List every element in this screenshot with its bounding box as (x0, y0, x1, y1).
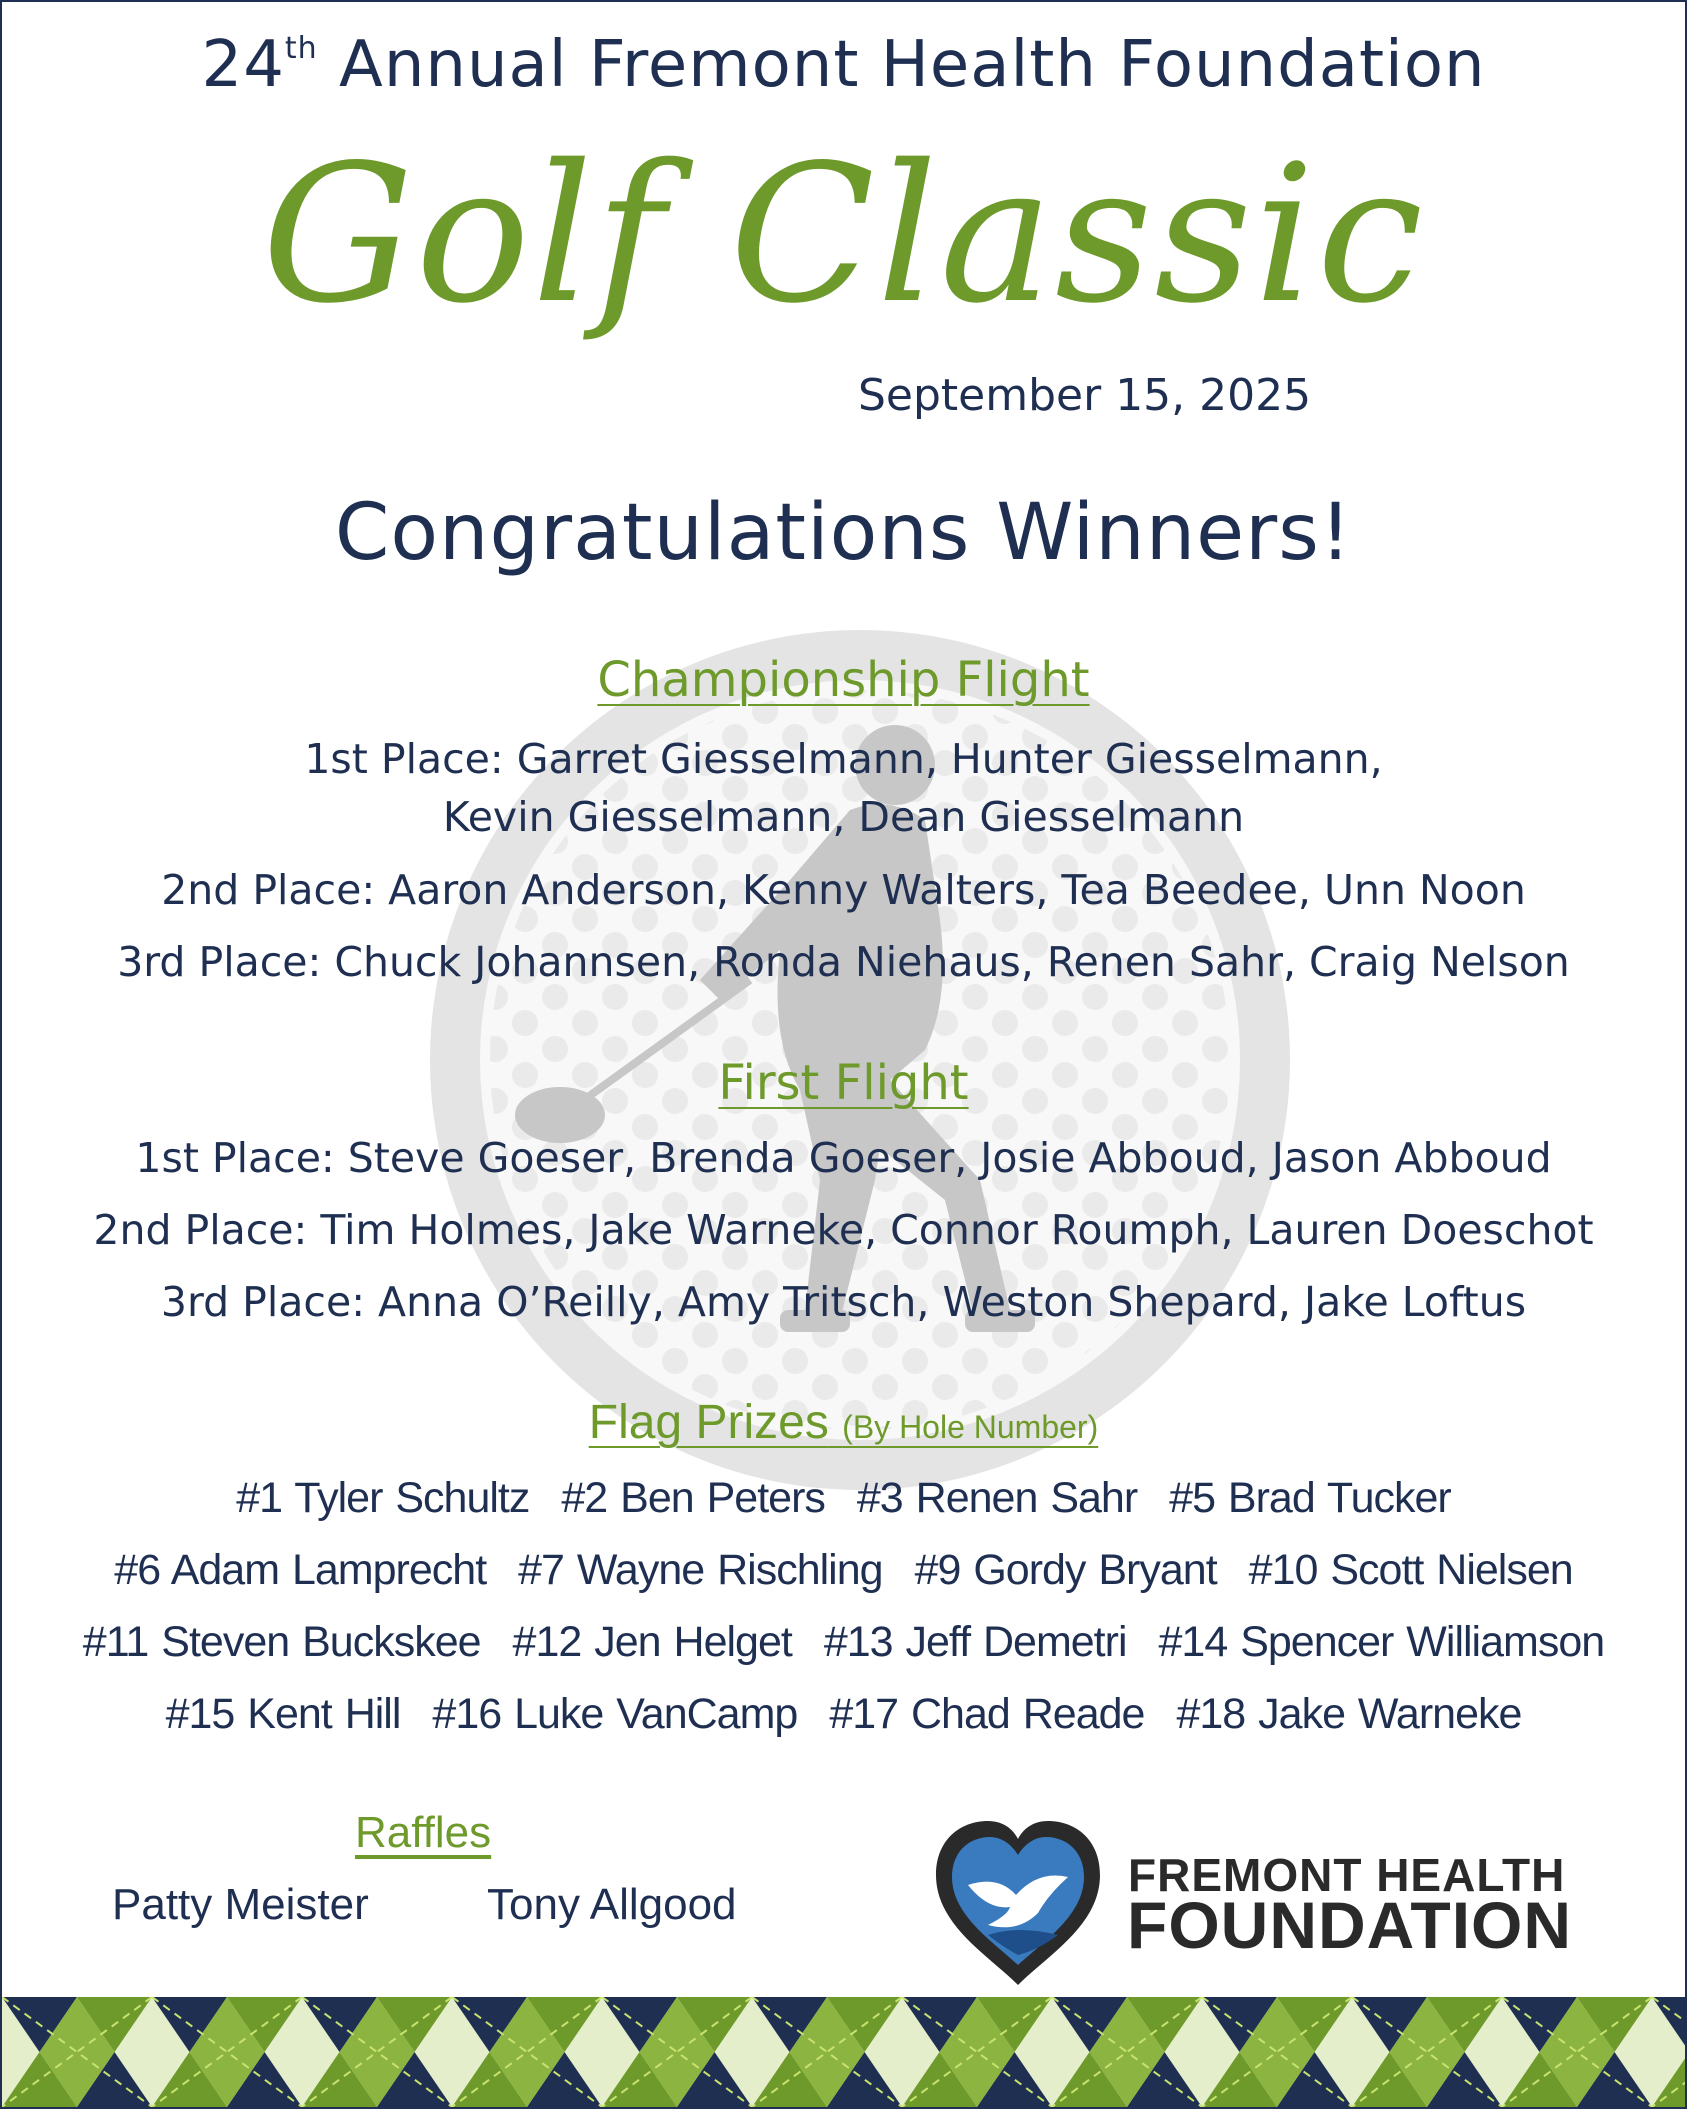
argyle-footer-band (2, 1997, 1685, 2107)
flag-prize-item: #1 Tyler Schultz (236, 1474, 530, 1522)
flag-prizes-row (0, 1618, 1687, 1667)
flag-prize-item: #18 Jake Warneke (1176, 1690, 1522, 1738)
flag-prize-item: #11 Steven Buckskee (82, 1618, 481, 1666)
flag-prizes-title: Flag Prizes (588, 1396, 829, 1449)
first-flight-second-place: 2nd Place: Tim Holmes, Jake Warneke, Connor Roumph, Lauren Doeschot (93, 1206, 1594, 1254)
flag-prize-item: #2 Ben Peters (561, 1474, 825, 1522)
championship-first-place-line2: Kevin Giesselmann, Dean Giesselmann (442, 793, 1245, 841)
event-name: Golf Classic (261, 124, 1426, 345)
flag-prize-item: #6 Adam Lamprecht (114, 1546, 487, 1594)
event-title (0, 28, 1687, 102)
heart-dove-icon (928, 1815, 1108, 1990)
championship-flight-heading: Championship Flight (597, 652, 1090, 708)
flag-prizes-row (0, 1690, 1687, 1739)
event-ordinal: th (284, 31, 318, 66)
flag-prize-item: #13 Jeff Demetri (823, 1618, 1127, 1666)
flag-prize-item: #3 Renen Sahr (856, 1474, 1138, 1522)
flag-prize-item: #7 Wayne Rischling (518, 1546, 883, 1594)
flag-prize-item: #9 Gordy Bryant (914, 1546, 1217, 1594)
flag-prize-item: #14 Spencer Williamson (1158, 1618, 1605, 1666)
congratulations-heading: Congratulations Winners! (334, 488, 1353, 578)
logo-text-line2: FOUNDATION (1127, 1888, 1573, 1962)
raffle-winner: Patty Meister (112, 1880, 369, 1929)
flag-prize-item: #16 Luke VanCamp (432, 1690, 798, 1738)
flag-prize-item: #12 Jen Helget (512, 1618, 792, 1666)
first-flight-third-place: 3rd Place: Anna O’Reilly, Amy Tritsch, Weston Shepard, Jake Loftus (160, 1278, 1527, 1326)
flag-prizes-row (0, 1474, 1687, 1523)
flag-prizes-heading (0, 1395, 1687, 1450)
first-flight-heading: First Flight (718, 1055, 969, 1111)
flag-prize-item: #15 Kent Hill (165, 1690, 401, 1738)
raffle-winner: Tony Allgood (487, 1880, 737, 1929)
flag-prize-item: #10 Scott Nielsen (1248, 1546, 1573, 1594)
event-date: September 15, 2025 (858, 370, 1312, 421)
championship-second-place: 2nd Place: Aaron Anderson, Kenny Walters, Tea Beedee, Unn Noon (161, 866, 1526, 914)
flag-prize-item: #17 Chad Reade (829, 1690, 1145, 1738)
event-title-text: Annual Fremont Health Foundation (339, 28, 1486, 102)
raffles-heading: Raffles (355, 1808, 492, 1857)
flag-prizes-row (0, 1546, 1687, 1595)
first-flight-first-place: 1st Place: Steve Goeser, Brenda Goeser, Josie Abboud, Jason Abboud (135, 1134, 1552, 1182)
event-number: 24 (201, 28, 285, 102)
flag-prizes-subtitle: (By Hole Number) (842, 1409, 1099, 1445)
logo-text-line1: FREMONT HEALTH (1128, 1849, 1566, 1901)
championship-third-place: 3rd Place: Chuck Johannsen, Ronda Niehaus, Renen Sahr, Craig Nelson (117, 938, 1570, 986)
championship-first-place-line1: 1st Place: Garret Giesselmann, Hunter Giesselmann, (304, 735, 1383, 783)
flag-prize-item: #5 Brad Tucker (1169, 1474, 1451, 1522)
